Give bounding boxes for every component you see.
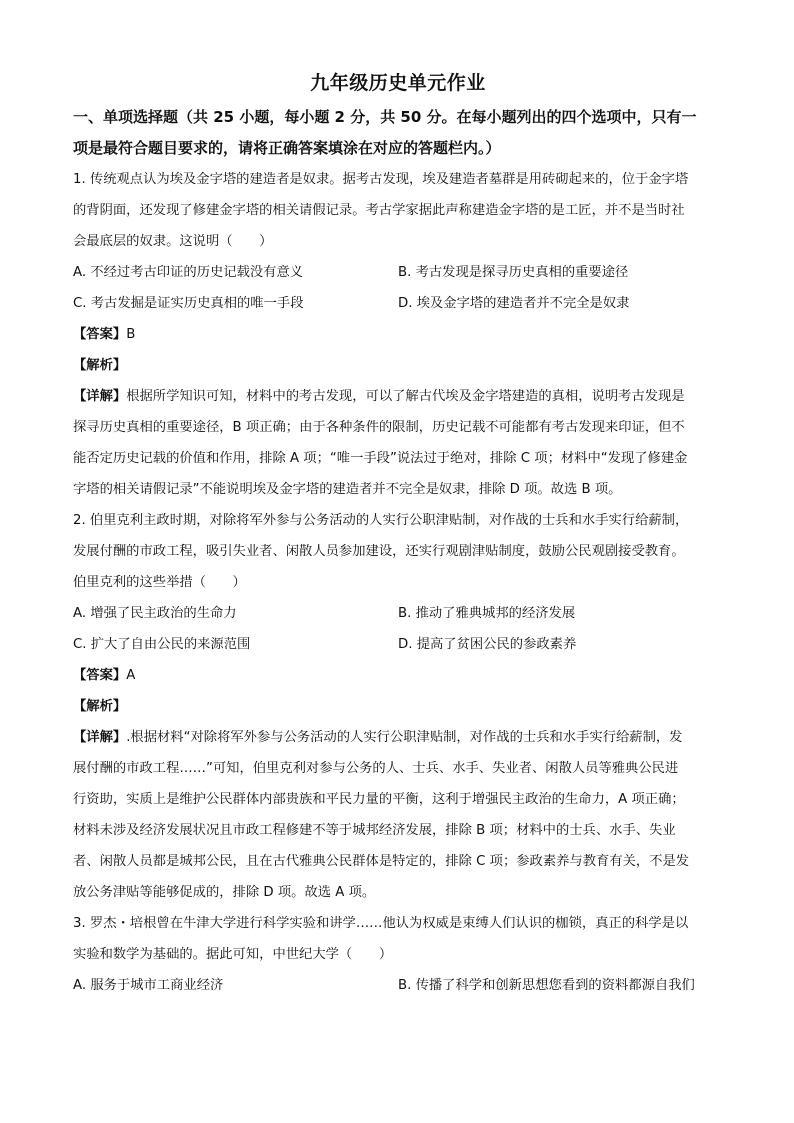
- question-stem-line: 的背阴面，还发现了修建金字塔的相关请假记录。考古学家据此声称建造金字塔的是工匠，并不是当时社: [73, 203, 685, 218]
- detail-line: [73, 722, 723, 753]
- section-heading-line: 一、单项选择题（共 25 小题，每小题 2 分，共 50 分。在每小题列出的四个选项中，只有一: [73, 108, 697, 126]
- detail-line: 行资助，实质上是维护公民群体内部贵族和平民力量的平衡，这利于增强民主政治的生命力，A 项正确；: [73, 792, 685, 807]
- option-b: B. 考古发现是探寻历史真相的重要途径: [398, 265, 629, 280]
- question-1: [73, 164, 723, 505]
- detail-text: .根据材料“对除将军外参与公务活动的人实行公职津贴制，对作战的士兵和水手实行给薪制，发: [126, 730, 683, 745]
- question-stem-line: 1. 传统观点认为埃及金字塔的建造者是奴隶。据考古发现，埃及建造者墓群是用砖砌起来的，位于金字塔: [73, 172, 689, 187]
- detail-line: 展付酬的市政工程……”可知，伯里克利对参与公务的人、士兵、水手、失业者、闲散人员等雅典公民进: [73, 761, 679, 776]
- question-stem-line: 2. 伯里克利主政时期，对除将军外参与公务活动的人实行公职津贴制，对作战的士兵和水手实行给薪制，: [73, 513, 689, 528]
- detail-line: 探寻历史真相的重要途径，B 项正确；由于各种条件的限制，历史记载不可能都有考古发现来印证，但不: [73, 420, 685, 435]
- option-c: C. 考古发掘是证实历史真相的唯一手段: [73, 296, 304, 311]
- question-stem-line: 3. 罗杰・培根曾在牛津大学进行科学实验和讲学……他认为权威是束缚人们认识的枷锁，真正的科学是以: [73, 916, 689, 931]
- option-c: C. 扩大了自由公民的来源范围: [73, 637, 251, 652]
- option-b: B. 传播了科学和创新思想您看到的资料都源自我们: [398, 978, 695, 993]
- question-3: [73, 908, 723, 1001]
- option-d: D. 埃及金字塔的建造者并不完全是奴隶: [398, 296, 630, 311]
- detail-text: 根据所学知识可知，材料中的考古发现，可以了解古代埃及金字塔建造的真相，说明考古发现是: [126, 389, 685, 404]
- detail-line: 者、闲散人员都是城邦公民，且在古代雅典公民群体是特定的，排除 C 项；参政素养与教育有关，不是发: [73, 854, 690, 869]
- question-2: [73, 505, 723, 908]
- answer-line: [73, 660, 723, 691]
- section-heading: [73, 102, 723, 164]
- analysis-label: 【解析】: [73, 699, 127, 714]
- detail-line: [73, 381, 723, 412]
- detail-label: 【详解】: [73, 730, 127, 745]
- detail-line: 放公务津贴等能够促成的，排除 D 项。故选 A 项。: [73, 885, 376, 900]
- analysis-line: [73, 691, 723, 722]
- detail-line: 材料未涉及经济发展状况且市政工程修建不等于城邦经济发展，排除 B 项；材料中的士兵、水手、失业: [73, 823, 676, 838]
- document-page: [73, 68, 723, 1001]
- option-a: A. 服务于城市工商业经济: [73, 978, 224, 993]
- question-stem-line: 发展付酬的市政工程，吸引失业者、闲散人员参加建设，还实行观剧津贴制度，鼓励公民观剧接受教育。: [73, 544, 685, 559]
- analysis-line: [73, 350, 723, 381]
- question-stem-line: 会最底层的奴隶。这说明（ ）: [73, 234, 273, 249]
- section-heading-line: 项是最符合题目要求的，请将正确答案填涂在对应的答题栏内。）: [73, 139, 501, 157]
- option-a: A. 不经过考古印证的历史记载没有意义: [73, 265, 304, 280]
- answer-label: 【答案】: [73, 668, 127, 683]
- question-stem-line: 实验和数学为基础的。据此可知，中世纪大学（ ）: [73, 947, 393, 962]
- question-options: [73, 257, 723, 319]
- detail-label: 【详解】: [73, 389, 127, 404]
- question-options: [73, 598, 723, 660]
- document-title: 九年级历史单元作业: [310, 72, 486, 94]
- answer-label: 【答案】: [73, 327, 127, 342]
- detail-line: 能否定历史记载的价值和作用，排除 A 项；“唯一手段”说法过于绝对，排除 C 项；材料中“发现了修建金: [73, 451, 688, 466]
- answer-value: A: [126, 668, 136, 683]
- question-stem-line: 伯里克利的这些举措（ ）: [73, 575, 246, 590]
- answer-value: B: [126, 327, 136, 342]
- question-options: [73, 970, 723, 1001]
- option-a: A. 增强了民主政治的生命力: [73, 606, 237, 621]
- option-b: B. 推动了雅典城邦的经济发展: [398, 606, 576, 621]
- detail-line: 字塔的相关请假记录”不能说明埃及金字塔的建造者并不完全是奴隶，排除 D 项。故选 B 项。: [73, 482, 622, 497]
- answer-line: [73, 319, 723, 350]
- analysis-label: 【解析】: [73, 358, 127, 373]
- option-d: D. 提高了贫困公民的参政素养: [398, 637, 577, 652]
